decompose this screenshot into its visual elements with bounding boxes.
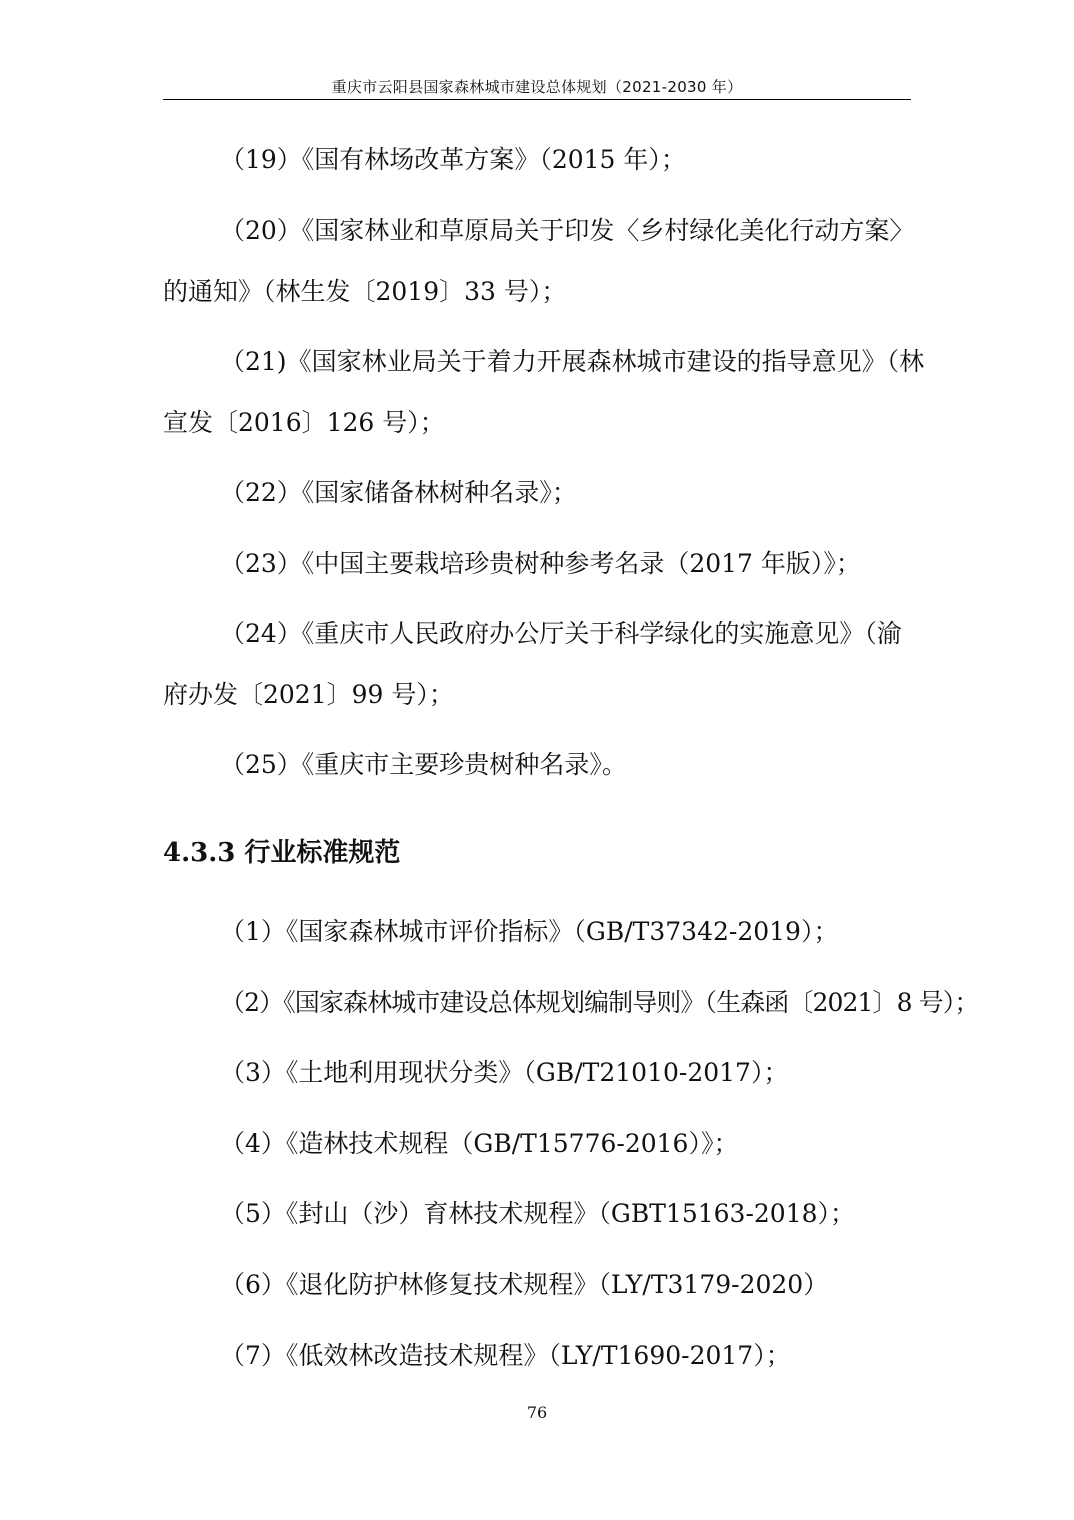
header-rule [163,99,911,100]
regulation-item-23: （23）《中国主要栽培珍贵树种参考名录（2017 年版）》； [220,549,861,578]
regulation-item-25: （25）《重庆市主要珍贵树种名录》。 [220,750,627,779]
running-header: 重庆市云阳县国家森林城市建设总体规划（2021-2030 年） [331,78,743,96]
regulation-item-20: （20）《国家林业和草原局关于印发〈乡村绿化美化行动方案〉 [220,216,915,245]
page-number: 76 [526,1403,548,1422]
standard-item-7: （7）《低效林改造技术规程》（LY/T1690-2017）； [220,1341,791,1370]
standard-item-3: （3）《土地利用现状分类》（GB/T21010-2017）； [220,1058,789,1087]
section-heading: 4.3.3 行业标准规范 [163,838,401,868]
standard-item-5: （5）《封山（沙）育林技术规程》（GBT15163-2018）； [220,1199,856,1228]
standard-item-1: （1）《国家森林城市评价指标》（GB/T37342-2019）； [220,917,839,946]
standard-item-6: （6）《退化防护林修复技术规程》（LY/T3179-2020） [220,1270,829,1299]
standard-item-4: （4）《造林技术规程（GB/T15776-2016）》； [220,1129,739,1158]
regulation-item-21-cont: 宣发〔2016〕126 号）； [163,408,445,437]
regulation-item-22: （22）《国家储备林树种名录》； [220,478,577,507]
standard-item-2: （2）《国家森林城市建设总体规划编制导则》（生森函〔2021〕8 号）； [220,988,979,1017]
regulation-item-21: （21)《国家林业局关于着力开展森林城市建设的指导意见》（林 [220,347,925,376]
regulation-item-24: （24）《重庆市人民政府办公厅关于科学绿化的实施意见》（渝 [220,619,902,648]
regulation-item-24-cont: 府办发〔2021〕99 号）； [163,680,454,709]
regulation-item-20-cont: 的通知》（林生发〔2019〕33 号）； [163,277,567,306]
regulation-item-19: （19）《国有林场改革方案》（2015 年）； [220,145,686,174]
